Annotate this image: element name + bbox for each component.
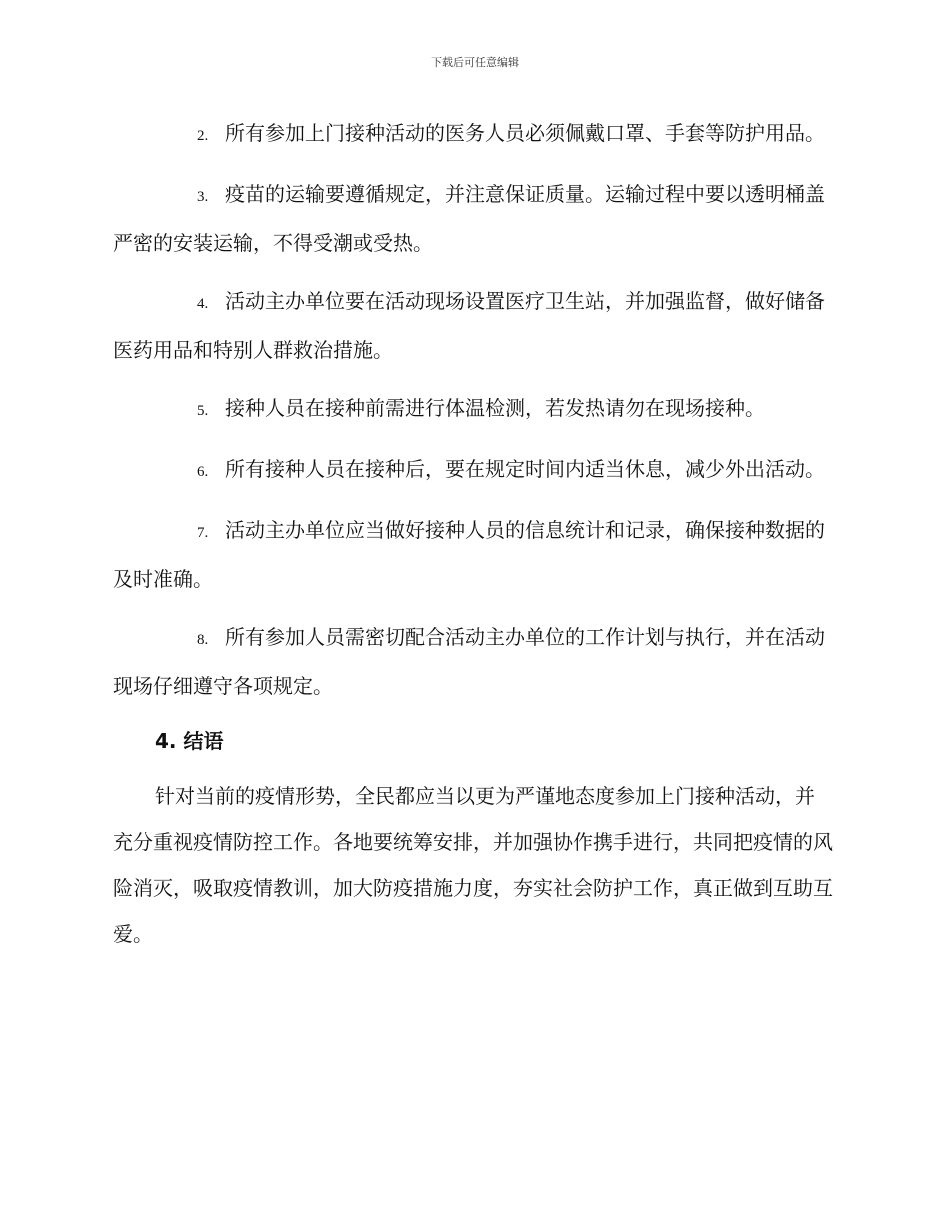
item-text: 所有接种人员在接种后，要在规定时间内适当休息，减少外出活动。 bbox=[225, 457, 825, 481]
conclusion-paragraph: 针对当前的疫情形势，全民都应当以更为严谨地态度参加上门接种活动，并充分重视疫情防控工作。各地要统筹安排，并加强协作携手进行，共同把疫情的风险消灭，吸取疫情教训，加大防疫措施力度，夯实社会防护工作，真正做到互助互爱。 bbox=[113, 784, 833, 946]
item-number: 5. bbox=[197, 403, 209, 419]
item-text: 接种人员在接种前需进行体温检测，若发热请勿在现场接种。 bbox=[225, 396, 765, 420]
item-text: 活动主办单位要在活动现场设置医疗卫生站，并加强监督，做好储备医药用品和特别人群救治措施。 bbox=[113, 289, 825, 362]
item-text: 所有参加人员需密切配合活动主办单位的工作计划与执行，并在活动现场仔细遵守各项规定。 bbox=[113, 625, 825, 698]
item-number: 7. bbox=[197, 525, 209, 541]
item-number: 6. bbox=[197, 464, 209, 480]
list-item bbox=[113, 614, 833, 709]
item-text: 活动主办单位应当做好接种人员的信息统计和记录，确保接种数据的及时准确。 bbox=[113, 518, 825, 591]
item-text: 疫苗的运输要遵循规定，并注意保证质量。运输过程中要以透明桶盖严密的安装运输，不得受潮或受热。 bbox=[113, 182, 825, 255]
item-number: 3. bbox=[197, 189, 209, 205]
document-body bbox=[113, 110, 833, 957]
list-item bbox=[113, 446, 833, 495]
item-number: 8. bbox=[197, 632, 209, 648]
item-number: 2. bbox=[197, 128, 209, 144]
page-header: 下载后可任意编辑 bbox=[431, 56, 519, 69]
list-item bbox=[113, 385, 833, 434]
list-item bbox=[113, 278, 833, 373]
list-item bbox=[113, 171, 833, 266]
item-text: 所有参加上门接种活动的医务人员必须佩戴口罩、手套等防护用品。 bbox=[225, 121, 825, 145]
list-item bbox=[113, 507, 833, 602]
list-item bbox=[113, 110, 833, 159]
item-number: 4. bbox=[197, 296, 209, 312]
section-heading: 4. 结语 bbox=[155, 729, 224, 753]
